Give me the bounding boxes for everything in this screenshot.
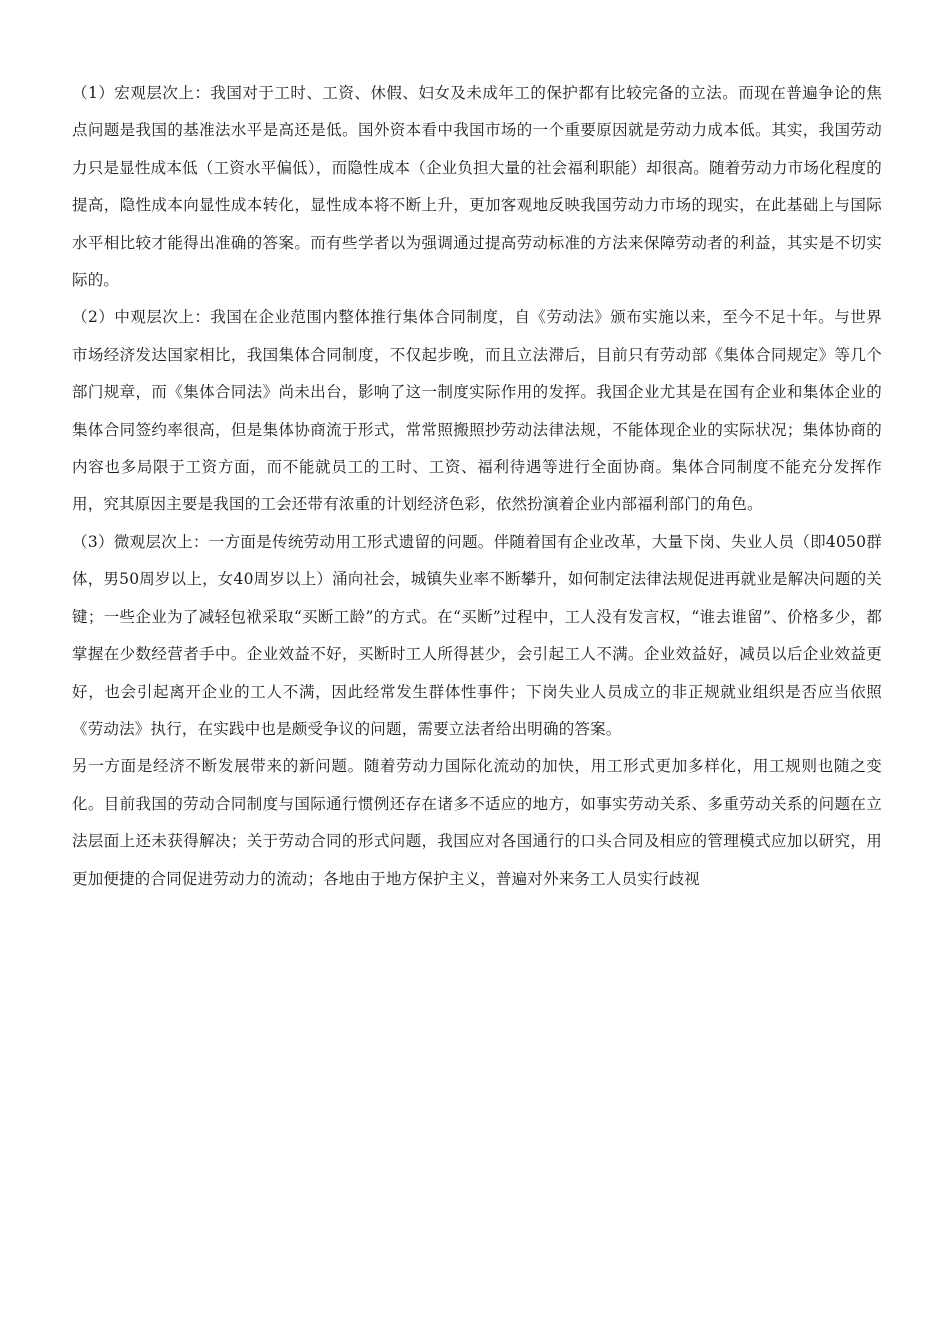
- paragraph-macro-level: （1）宏观层次上：我国对于工时、工资、休假、妇女及未成年工的保护都有比较完备的立法。而现在普遍争论的焦点问题是我国的基准法水平是高还是低。国外资本看中我国市场的一个重要原因就是劳动力成本低。其实，我国劳动力只是显性成本低（工资水平偏低），而隐性成本（企业负担大量的社会福利职能）却很高。随着劳动力市场化程度的提高，隐性成本向显性成本转化，显性成本将不断上升，更加客观地反映我国劳动力市场的现实，在此基础上与国际水平相比较才能得出准确的答案。而有些学者以为强调通过提高劳动标准的方法来保障劳动者的利益，其实是不切实际的。: [72, 84, 882, 290]
- document-body: [72, 75, 882, 898]
- paragraph-meso-level: （2）中观层次上：我国在企业范围内整体推行集体合同制度，自《劳动法》颁布实施以来，至今不足十年。与世界市场经济发达国家相比，我国集体合同制度，不仅起步晚，而且立法滞后，目前只有劳动部《集体合同规定》等几个部门规章，而《集体合同法》尚未出台，影响了这一制度实际作用的发挥。我国企业尤其是在国有企业和集体企业的集体合同签约率很高，但是集体协商流于形式，常常照搬照抄劳动法律法规，不能体现企业的实际状况；集体协商的内容也多局限于工资方面，而不能就员工的工时、工资、福利待遇等进行全面协商。集体合同制度不能充分发挥作用，究其原因主要是我国的工会还带有浓重的计划经济色彩，依然扮演着企业内部福利部门的角色。: [72, 308, 882, 514]
- paragraph-new-problems: 另一方面是经济不断发展带来的新问题。随着劳动力国际化流动的加快，用工形式更加多样化，用工规则也随之变化。目前我国的劳动合同制度与国际通行惯例还存在诸多不适应的地方，如事实劳动关系、多重劳动关系的问题在立法层面上还未获得解决；关于劳动合同的形式问题，我国应对各国通行的口头合同及相应的管理模式应加以研究，用更加便捷的合同促进劳动力的流动；各地由于地方保护主义，普遍对外来务工人员实行歧视: [72, 757, 882, 888]
- paragraph-micro-level: （3）微观层次上：一方面是传统劳动用工形式遗留的问题。伴随着国有企业改革，大量下岗、失业人员（即4050群体，男50周岁以上，女40周岁以上）涌向社会，城镇失业率不断攀升，如何制定法律法规促进再就业是解决问题的关键；一些企业为了减轻包袱采取“买断工龄”的方式。在“买断”过程中，工人没有发言权，“谁去谁留”、价格多少，都掌握在少数经营者手中。企业效益不好，买断时工人所得甚少，会引起工人不满。企业效益好，减员以后企业效益更好，也会引起离开企业的工人不满，因此经常发生群体性事件；下岗失业人员成立的非正规就业组织是否应当依照《劳动法》执行，在实践中也是颇受争议的问题，需要立法者给出明确的答案。: [72, 532, 882, 738]
